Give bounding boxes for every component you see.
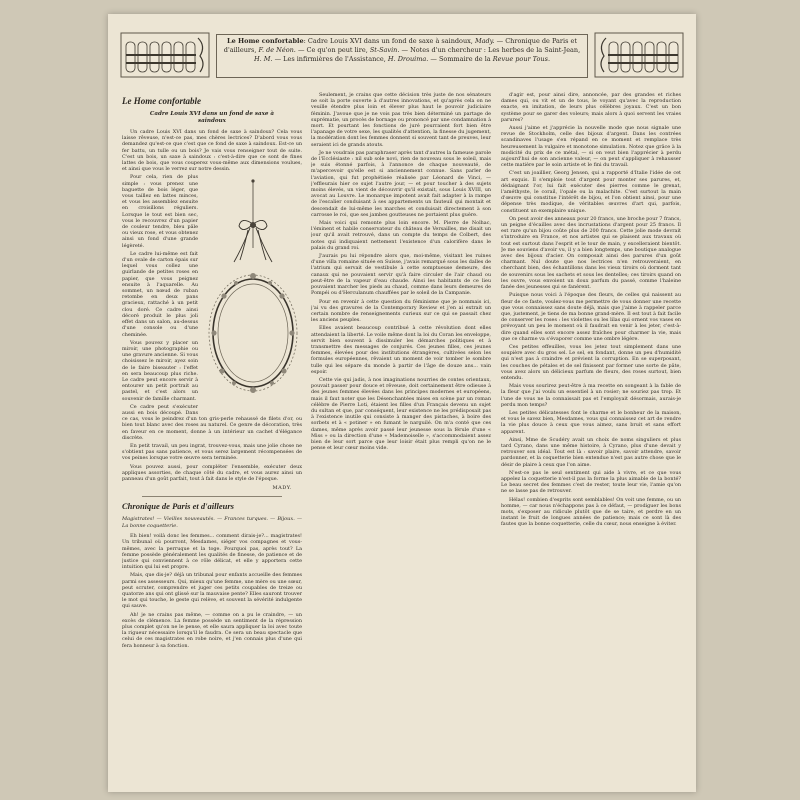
paragraph: Seulement, je crains que cette décision très juste de nos sénateurs ne soit la porte ouverte à d'autres innovations, et qu'après cela on ne veuille étendre plus loin et élever plus haut le pouvoir judiciaire féminin. J'avoue que je ne vois pas très bien déterminé un partage de suprématie, un procès de bornage ou prononcé par une condamnation à mort. Et pourtant les fonctions de juré pourraient fort bien être l'apanage de votre sexe, les qualités d'attention, la finesse du jugement, la modération dont les femmes donnent si souvent tant de preuves, leur seraient ici de grands atouts. <box>311 92 491 148</box>
paragraph: Un cadre Louis XVI dans un fond de saxe à saindoux? Cela vous laisse rêveuse, n'est-ce pas, mes chères lectrices? D'abord vous vous demandez qu'est-ce que c'est que ce fond de saxe à saindoux. Est-ce un fer battu, un tulle ou un bois? Je vais vous renseigner tout de suite. C'est un bois, un saxe à saindoux : c'est-à-dire que ce sont de fines lattes de bois, que vous couperez vous-même aux dimensions voulues, et ainsi que vous le verrez sur notre dessin. <box>122 129 302 173</box>
paragraph: Cette vie qui jadis, à nos imaginations nourries de contes orientaux, pouvait passer pour douce et rêveuse, doit certainement être odieuse à des jeunes femmes élevées dans les principes modernes et européens, mais il faut noter que les Désenchantées mises en scène par un roman célèbre de Pierre Loti, étaient les filles d'un Français devenu un sujet du sultan et que, par conséquent, leur existence ne les prédisposait pas à l'existence inutile qui consiste à manger des pistaches, à boire des sorbets et à « potiner » en fumant le narguilé. On m'a conté que ces dames, même après avoir passé leur jeunesse sous la férule d'une « Miss » ou la direction d'une « Mademoiselle », s'accommodaient assez bien de leur sort parce que leur loisir était plus rempli qu'on ne le pense et leur cœur moins vide. <box>311 376 491 452</box>
summary-text-3: — Ce qu'on peut lire, <box>297 46 368 54</box>
paragraph: Mais voici qui remonte plus loin encore. M. Pierre de Nolhac, l'éminent et habile conservateur du château de Versailles, me disait un jour qu'il avait retrouvé, dans un compte du temps de Colbert, des notes qui indiquaient nettement l'existence d'un calorifère dans le palais du grand roi. <box>311 220 491 251</box>
summary-author-3: St-Savin. <box>369 46 400 54</box>
summary-text-1: : Cadre Louis XVI dans un fond de saxe à saindoux, <box>303 37 473 45</box>
table-of-contents-box <box>216 34 588 78</box>
summary-text-6: — Sommaire de la <box>430 55 491 63</box>
article-title-chronique: Chronique de Paris et d'ailleurs <box>122 501 234 512</box>
paragraph: Ces petites effeuilles, vous les jetez tout simplement dans une soupière avec du gros sel. Le sel, en fondant, donne un peu d'humidité qui n'est pas à craindre et prévient la corruption. En se superposant, les couches de pétales et de sel finissent par former une sorte de pâte, vous avez alors un délicieux parfum de fleurs, des roses surtout, bien entendu. <box>501 343 681 381</box>
summary-journal: Revue pour Tous. <box>492 55 551 63</box>
paragraph: J'aurais pu lui répondre alors que, moi-même, visitant les ruines d'une villa romaine située en Suisse, j'avais remarqué sous les dalles de l'atrium qui servait de vestibule à cette somptueuse demeure, des canaux qui ne pouvaient servir qu'à faire circuler de l'air chaud ou peut-être de la vapeur d'eau chaude. Ainsi les habitants de ce lieu pouvaient marcher les pieds au chaud, comme dans leurs demeures de Pompéi ou d'Herculanum chauffées par le soleil de la Campanie. <box>311 253 491 297</box>
column-left <box>122 92 302 782</box>
summary-author-1: Mady. <box>474 37 495 45</box>
article-subtitle-home: Cadre Louis XVI dans un fond de saxe à saindoux <box>149 111 275 124</box>
paragraph: Vous pouvez aussi, pour compléter l'ensemble, exécuter deux appliques assorties, de chaque côté du cadre, et vous aurez ainsi un panneau d'un goût parfait, tout à fait dans le style de l'époque. <box>122 463 302 482</box>
paragraph: Pour en revenir à cette question du féminisme que je nommais ici, j'ai vu des gravures de la Contemporary Review et j'en ai extrait un certain nombre de renseignements curieux sur ce qui se passait chez les anciens peuples. <box>311 298 491 324</box>
paragraph: Vous pouvez y placer un miroir, une photographie ou une gravure ancienne. Si vous choisissez le miroir, ayez soin de le faire biseauter : l'effet en sera beaucoup plus riche. Le cadre peut encore servir à entourer un petit portrait au pastel, et c'est alors un souvenir de famille charmant. <box>122 339 198 402</box>
paragraph: d'agir est, pour ainsi dire, annoncée, par des grandes et riches dames qui, ou vit et un de tous, le voyant qu'avec la reproduction exacte, en imitation, de leurs plus célèbres joyaux. C'est un bon système pour se garer des voleurs; mais alors à quoi servent les vraies parures? <box>501 92 681 123</box>
paragraph: On peut avoir des anneaux pour 20 francs, une broche pour 7 francs, un peigne d'écailles avec des incrustations d'argent pour 25 francs. Il est rare qu'un bijou coûte plus de 200 francs. Cette jolie mode devrait s'introduire en France, et nos artistes qui se plaisent aux travaux où tout est surtout dans l'esprit et le tour de main, y excelleraient bientôt. Je me souviens d'avoir vu, il y a bien longtemps, une boutique analogue avec des bijoux d'acier. On composait ainsi des parures d'un goût charmant. Nul doute que nos lectrices n'en retrouveraient, en cherchant bien, des échantillons dans les vieux tiroirs où dorment tant de souvenirs sous les sachets et sous les dentelles; ces tiroirs quand on les ouvre, vous envoient un doux parfum du passé, comme l'haleine fanée des jeunesses qui se fanèrent. <box>501 215 681 291</box>
summary-author-4: H. M. <box>253 55 273 63</box>
paragraph: En petit travail, un peu ingrat, trouvez-vous, mais une jolie chose ne s'obtient pas sans patience, et vous serez largement récompensées de vos peines lorsque votre œuvre sera terminée. <box>122 442 302 462</box>
article-topics: Magistrates! — Vieilles nouveautés. — Frances turques. — Bijoux. — La bonne coquetterie. <box>122 516 302 529</box>
newspaper-page <box>108 14 696 792</box>
column-middle <box>311 92 491 782</box>
ornament-right-icon <box>594 32 684 78</box>
paragraph: Je ne voudrais pas paraphraser après tant d'autres la fameuse parole de l'Ecclésiaste : nil sub sole novi, rien de nouveau sous le soleil, mais je suis étonné parfois, à l'annonce de chaque nouveauté, de m'apercevoir qu'elle est si anciennement connue. Sans parler de l'aviation, qui fut prophétisée réalisée par Léonard de Vinci, — j'effleurais hier ce sujet l'autre jour, — et pour toucher à des sujets moins élevés, un vient de découvrir qu'il existait, sous Louis XVIII, un avocat au Louvre. Le monarque impotent avait fait adapter à la rampe de l'escalier conduisant à ses appartements un fauteuil qui montait et descendait de lui-même les marches et conduisait directement à son carrosse le roi, que ses jambes goutteuses ne portaient plus guère. <box>311 149 491 218</box>
summary-text-4: — Notes d'un chercheur : Les herbes de la Saint-Jean, <box>401 46 581 54</box>
ornament-left-icon <box>120 32 210 78</box>
summary-text-5: — Les infirmières de l'Assistance, <box>274 55 386 63</box>
paragraph: Mais, que dis-je? déjà un tribunal pour enfants accueille des femmes parmi ses assesseurs. Qui, mieux qu'une femme, une mère ou une sœur, peut scruter, comprendre et juger ces petits coupables de treize ou quatorze ans qui ont glissé sur la mauvaise pente? Elles sauront trouver le mot qui touche, le geste qui relève, et souvent la sévérité indulgente qui sauve. <box>122 572 302 610</box>
paragraph: N'est-ce pas le seul sentiment qui aide à vivre, et ce que vous appelez la coquetterie n'est-il pas la forme la plus aimable de la bonté? Le beau secret des femmes c'est de rester, toute leur vie, l'amie qu'on ne se lasse pas de retrouver. <box>501 469 681 495</box>
paragraph: Puisque nous voici à l'époque des fleurs, de celles qui naissent au fleur de ce faste, voulez-vous me permettre de vous donner une recette que vous connaissez sans doute déjà, mais que j'aime à rappeler parce que, justement, je tiens de ma bonne grand-mère. Il est tout à fait facile de conserver les roses : les violettes ou les lilas qui ornent vos vases en prévoyant un peu le moment où il faudrait en venir à les jeter, c'est-à-dire quand elles sont encore assez fraîches pour charmer la vie, mais que ce charme va s'évaporer comme une ombre légère. <box>501 292 681 342</box>
divider <box>142 496 282 497</box>
paragraph: Les petites délicatesses font le charme et le bonheur de la maison, et vous le savez bien, Mesdames, vous qui connaissez cet art de rendre la vie plus douce à ceux que vous aimez, sans bruit et sans effort apparent. <box>501 409 681 435</box>
paragraph: Ce cadre peut s'exécuter aussi en bois découpé. Dans ce cas, vous le peindrez d'un ton gris-perle rehaussé de filets d'or, ou bien tout blanc avec des roses au naturel. Ce genre de décoration, très en faveur en ce moment, donne à un intérieur un cachet d'élégance discrète. <box>122 403 302 441</box>
page-header <box>120 28 684 82</box>
summary-title: Le Home confortable <box>227 37 304 45</box>
article-title-home: Le Home confortable <box>122 96 201 106</box>
paragraph: Hélas! combien d'esprits sont semblables! On voit une femme, ou un homme, — car nous n'échappons pas à ce défaut, — prodiguer les bons mots, s'exposer au ridicule plutôt que de se taire, et perdre en un instant le fruit de longues années de patience; mais ce sont là des fautes que la bonne coquetterie, celle du cœur, nous enseigne à éviter. <box>501 496 681 528</box>
paragraph: C'est un joaillier, Georg Jensen, qui a rapporté d'Italie l'idée de cet art exquis. Il s'emploie tout d'argent pour monter ses parures, et, dédaignant l'or, lui fait exécuter des pierres comme le grenat, l'améthyste, le corail, l'opale ou la malachite. C'est surtout la main d'œuvre qui constitue l'intérêt de bijou, et l'on obtient ainsi, pour une dépense très modique, de véritables œuvres d'art qui, parfois, constituent un exemplaire unique. <box>501 170 681 214</box>
paragraph: Aussi j'aime et j'apprécie la nouvelle mode que nous signale une revue de Stockholm, celle des bijoux d'argent. Dans les contrées scandinaves l'usage s'en répand en ce moment et remplace très heureusement la vulgaire et monotone simulation. Notez que grâce à la modicité du prix de ce métal, — si on veut bien l'apprécier à perdu aujourd'hui de son ancienne valeur, — on peut s'appliquer à rehausser cette matière par le soin artiste et le fini du travail. <box>501 125 681 169</box>
paragraph: Eh bien! voilà donc les femmes... comment dirais-je?... magistrates! Un tribunal où pourront, Mesdames, siéger vos compagnes et vous-mêmes, avec la perruque et la toge. Pourquoi pas, après tout? La femme possède généralement les qualités de finesse, de patience et de justice qui conviennent à ce rôle délicat, et elle y apportera cette intuition qui lui est propre. <box>122 533 302 571</box>
paragraph: Ah! je ne crains pas même, — comme on a pu le craindre, — un excès de clémence. La femme possède un sentiment de la répression plus complet qu'on ne le pense, et elle saura appliquer la loi avec toute la rigueur nécessaire lorsqu'il le faudra. Ce sera un beau spectacle que celui de ces magistrates en robe noire, et j'en connais plus d'une qui fera honneur à sa fonction. <box>122 611 302 649</box>
paragraph: Elles avaient beaucoup contribué à cette révolution dont elles attendaient la liberté. Le voile même dont la loi du Coran les enveloppe, servit bien souvent à dissimuler les démarches politiques et à transmettre des messages de conjurés. Ces jeunes filles, ces jeunes femmes, élevées pour des institutions étrangères, cultivées selon les formules européennes, rêvaient un moment de voir tomber le sombre tulle qui les sépare du monde à partir de l'âge de douze ans... vain espoir. <box>311 325 491 375</box>
summary-author-5: H. Drouima. <box>387 55 429 63</box>
paragraph: Mais vous sourirez peut-être à ma recette en songeant à la fable de la fleur que j'ai voulu un essentiel à un rosier; ne souriez pas trop. Et l'une de vous ne la connaissait pas et l'employait désormais, aurais-je perdu mon temps? <box>501 383 681 408</box>
summary-author-2: F. de Néon. <box>258 46 296 54</box>
oval-frame-illustration <box>204 178 302 410</box>
paragraph: Le cadre lui-même est fait d'un ovale de carton épais sur lequel vous collez une guirlande de petites roses en papier, que vous peignez ensuite à l'aquarelle. Au sommet, un nœud de ruban retombe en deux pans gracieux, rattaché à un petit clou doré. Ce cadre ainsi décoré produit le plus joli effet dans un salon, au-dessus d'une console ou d'une cheminée. <box>122 250 198 338</box>
article-signature: MADY. <box>272 485 292 492</box>
paragraph: Ainsi, Mme de Scudéry avait un choix de noms singuliers et plus tard Cyrano, dans une même histoire, à Cyrano, plus d'une devait y retrouver son idéal. Tout est là : savoir plaire, savoir attendre, savoir pardonner, et la coquetterie bien entendue n'est pas autre chose que le désir de plaire à ceux que l'on aime. <box>501 436 681 468</box>
paragraph: Pour cela, rien de plus simple : vous prenez une baguette de bois léger, que vous taillez en lattes minces, et vous les assemblez ensuite en croisillons réguliers. Lorsque le tout est bien sec, vous le recouvrez d'un papier de couleur tendre, bleu pâle ou vieux rose, et vous obtenez ainsi un fond d'une grande légèreté. <box>122 174 198 249</box>
column-right <box>501 92 681 782</box>
summary-text-2: — Chronique de Paris et d'ailleurs, <box>223 37 577 54</box>
